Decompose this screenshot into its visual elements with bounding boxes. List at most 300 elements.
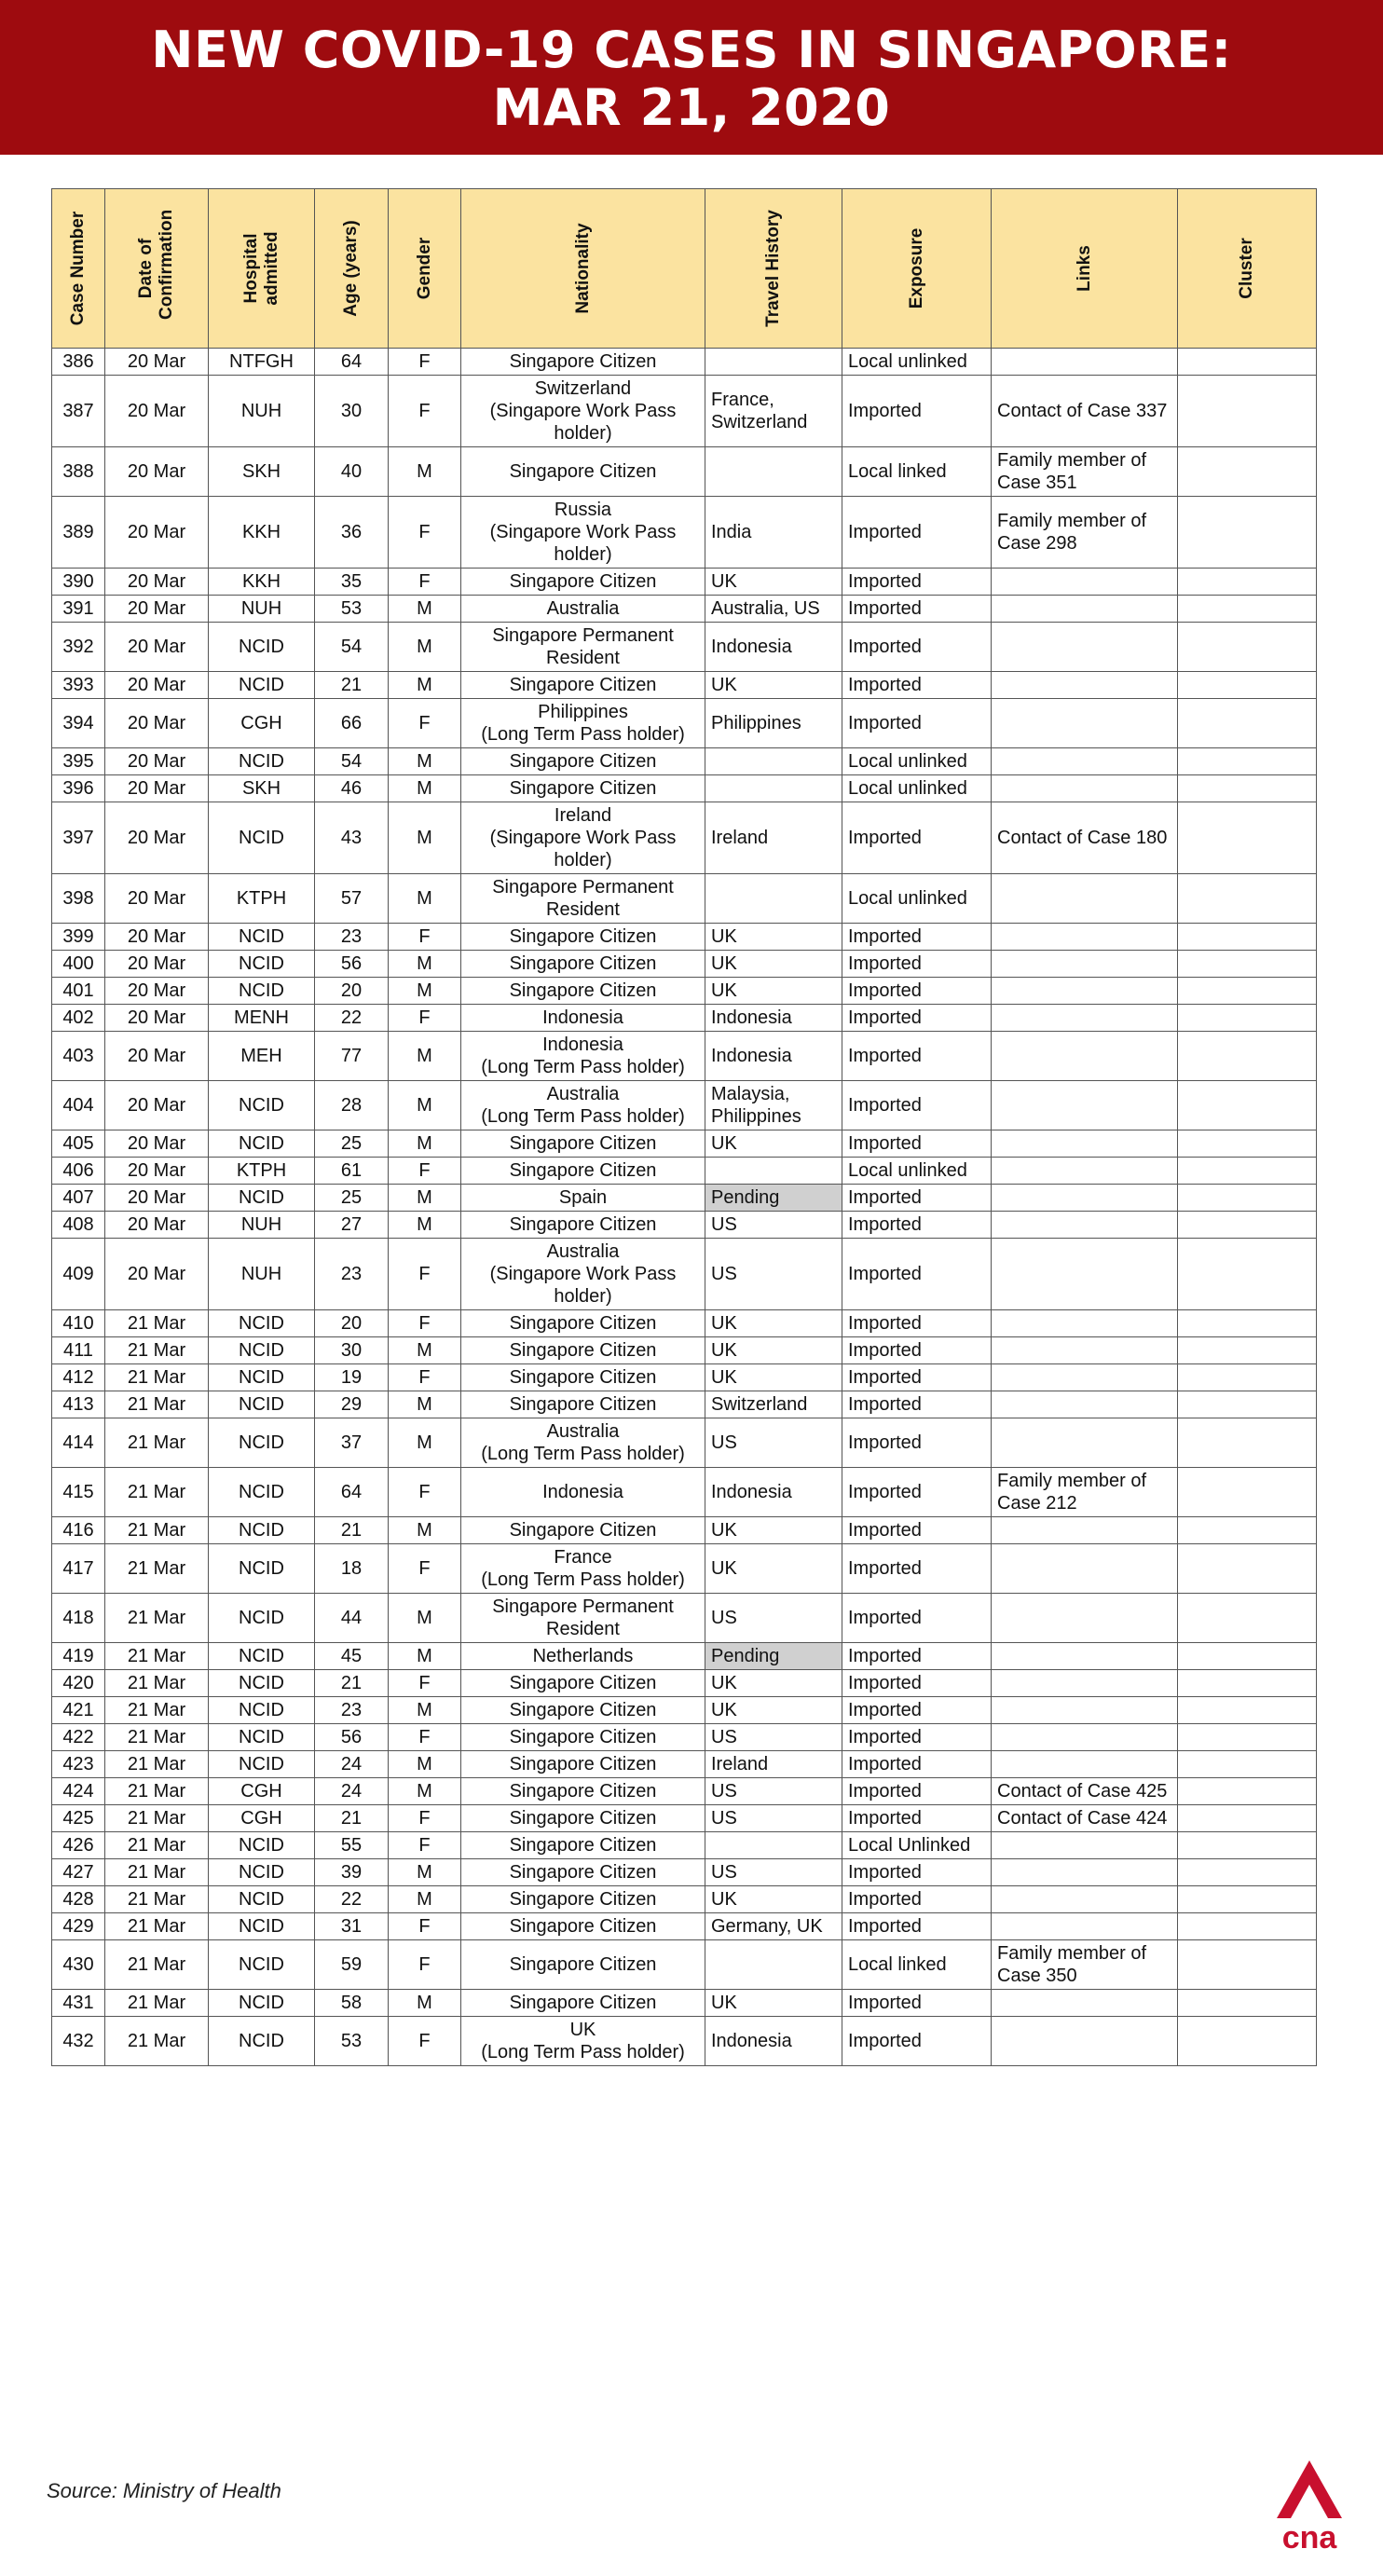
date-cell: 21 Mar [105,1859,209,1886]
travel-history-cell: UK [705,1544,842,1594]
cna-logo-mark [1277,2460,1342,2518]
travel-history-cell: Indonesia [705,1468,842,1517]
hospital-cell: NCID [209,802,315,874]
travel-history-cell [705,748,842,775]
links-cell [992,1544,1178,1594]
exposure-cell: Imported [842,1544,992,1594]
exposure-cell: Imported [842,1778,992,1805]
nationality-cell: Australia [461,596,705,623]
age-cell: 22 [315,1886,389,1913]
table-row [52,1212,1317,1239]
case-number-cell: 402 [52,1005,105,1032]
date-cell: 20 Mar [105,497,209,569]
nationality-cell: Singapore Citizen [461,951,705,978]
case-number-cell: 432 [52,2017,105,2066]
cluster-cell [1178,349,1317,376]
date-cell: 21 Mar [105,1940,209,1990]
links-cell [992,978,1178,1005]
age-cell: 29 [315,1391,389,1418]
age-cell: 66 [315,699,389,748]
gender-cell: M [389,874,461,924]
header-travel-history: Travel History [705,189,842,349]
gender-cell: F [389,497,461,569]
gender-cell: M [389,1212,461,1239]
nationality-cell: Russia (Singapore Work Pass holder) [461,497,705,569]
exposure-cell: Imported [842,1032,992,1081]
age-cell: 19 [315,1364,389,1391]
table-row [52,1544,1317,1594]
nationality-cell: Singapore Citizen [461,1697,705,1724]
hospital-cell: NCID [209,1594,315,1643]
travel-history-cell: UK [705,951,842,978]
hospital-cell: NCID [209,1364,315,1391]
travel-history-cell: US [705,1778,842,1805]
age-cell: 31 [315,1913,389,1940]
exposure-cell: Local linked [842,1940,992,1990]
nationality-cell: Singapore Citizen [461,1517,705,1544]
gender-cell: M [389,748,461,775]
nationality-cell: Singapore Citizen [461,672,705,699]
links-cell [992,1724,1178,1751]
gender-cell: F [389,1158,461,1185]
date-cell: 20 Mar [105,596,209,623]
nationality-cell: Singapore Citizen [461,1670,705,1697]
date-cell: 21 Mar [105,1697,209,1724]
gender-cell: F [389,376,461,447]
table-row [52,1158,1317,1185]
date-cell: 20 Mar [105,775,209,802]
case-number-cell: 392 [52,623,105,672]
travel-history-cell: UK [705,924,842,951]
nationality-cell: Australia (Singapore Work Pass holder) [461,1239,705,1310]
travel-history-cell: US [705,1724,842,1751]
links-cell [992,349,1178,376]
hospital-cell: NCID [209,1859,315,1886]
nationality-cell: Ireland (Singapore Work Pass holder) [461,802,705,874]
nationality-cell: Singapore Citizen [461,1778,705,1805]
age-cell: 27 [315,1212,389,1239]
age-cell: 30 [315,376,389,447]
gender-cell: F [389,1239,461,1310]
date-cell: 21 Mar [105,1643,209,1670]
cluster-cell [1178,699,1317,748]
age-cell: 44 [315,1594,389,1643]
links-cell [992,672,1178,699]
hospital-cell: NUH [209,1212,315,1239]
links-cell: Family member of Case 350 [992,1940,1178,1990]
travel-history-cell: US [705,1239,842,1310]
hospital-cell: NUH [209,1239,315,1310]
links-cell [992,1832,1178,1859]
gender-cell: M [389,1081,461,1130]
age-cell: 23 [315,1697,389,1724]
exposure-cell: Imported [842,1859,992,1886]
exposure-cell: Local unlinked [842,1158,992,1185]
hospital-cell: NCID [209,1832,315,1859]
hospital-cell: NCID [209,1913,315,1940]
hospital-cell: NCID [209,1724,315,1751]
hospital-cell: NCID [209,1391,315,1418]
case-number-cell: 407 [52,1185,105,1212]
links-cell [992,748,1178,775]
exposure-cell: Imported [842,376,992,447]
hospital-cell: NTFGH [209,349,315,376]
date-cell: 20 Mar [105,447,209,497]
date-cell: 21 Mar [105,1517,209,1544]
cluster-cell [1178,1859,1317,1886]
cluster-cell [1178,951,1317,978]
links-cell: Contact of Case 425 [992,1778,1178,1805]
exposure-cell: Imported [842,1337,992,1364]
travel-history-cell: Ireland [705,802,842,874]
gender-cell: F [389,1832,461,1859]
exposure-cell: Imported [842,1391,992,1418]
hospital-cell: KTPH [209,1158,315,1185]
travel-history-cell: Malaysia, Philippines [705,1081,842,1130]
table-row [52,1643,1317,1670]
age-cell: 54 [315,623,389,672]
travel-history-cell: UK [705,1670,842,1697]
age-cell: 57 [315,874,389,924]
case-number-cell: 395 [52,748,105,775]
links-cell [992,1158,1178,1185]
date-cell: 20 Mar [105,1130,209,1158]
cluster-cell [1178,623,1317,672]
exposure-cell: Imported [842,1005,992,1032]
travel-history-cell: UK [705,672,842,699]
table-row [52,1594,1317,1643]
exposure-cell: Imported [842,1724,992,1751]
case-number-cell: 401 [52,978,105,1005]
age-cell: 22 [315,1005,389,1032]
hospital-cell: NCID [209,1643,315,1670]
date-cell: 20 Mar [105,1081,209,1130]
cluster-cell [1178,802,1317,874]
age-cell: 53 [315,596,389,623]
date-cell: 21 Mar [105,1751,209,1778]
table-row [52,978,1317,1005]
travel-history-cell: Indonesia [705,1005,842,1032]
links-cell [992,1697,1178,1724]
date-cell: 21 Mar [105,1990,209,2017]
gender-cell: F [389,2017,461,2066]
exposure-cell: Imported [842,1239,992,1310]
header-gender: Gender [389,189,461,349]
case-number-cell: 420 [52,1670,105,1697]
table-row [52,447,1317,497]
exposure-cell: Imported [842,1418,992,1468]
exposure-cell: Imported [842,1130,992,1158]
age-cell: 58 [315,1990,389,2017]
hospital-cell: SKH [209,775,315,802]
cluster-cell [1178,1724,1317,1751]
table-row [52,1239,1317,1310]
travel-history-cell [705,874,842,924]
travel-history-cell: UK [705,1697,842,1724]
table-row [52,951,1317,978]
links-cell [992,1310,1178,1337]
case-number-cell: 409 [52,1239,105,1310]
exposure-cell: Local linked [842,447,992,497]
title-banner [0,0,1383,155]
cluster-cell [1178,1778,1317,1805]
hospital-cell: NCID [209,1337,315,1364]
gender-cell: M [389,1517,461,1544]
header-links: Links [992,189,1178,349]
gender-cell: F [389,1913,461,1940]
hospital-cell: NCID [209,748,315,775]
case-number-cell: 387 [52,376,105,447]
cluster-cell [1178,596,1317,623]
links-cell: Contact of Case 180 [992,802,1178,874]
exposure-cell: Imported [842,1670,992,1697]
source-credit: Source: Ministry of Health [47,2479,281,2502]
links-cell [992,1886,1178,1913]
date-cell: 20 Mar [105,874,209,924]
gender-cell: M [389,1130,461,1158]
travel-history-cell: Philippines [705,699,842,748]
exposure-cell: Local unlinked [842,775,992,802]
exposure-cell: Imported [842,1517,992,1544]
table-body [52,349,1317,2066]
hospital-cell: NCID [209,978,315,1005]
nationality-cell: Singapore Citizen [461,775,705,802]
case-number-cell: 397 [52,802,105,874]
case-number-cell: 427 [52,1859,105,1886]
date-cell: 20 Mar [105,1239,209,1310]
table-row [52,1081,1317,1130]
table-row [52,1697,1317,1724]
hospital-cell: NCID [209,1130,315,1158]
hospital-cell: KKH [209,497,315,569]
table-row [52,1859,1317,1886]
date-cell: 20 Mar [105,748,209,775]
travel-history-cell: US [705,1805,842,1832]
nationality-cell: Singapore Citizen [461,748,705,775]
case-number-cell: 399 [52,924,105,951]
date-cell: 20 Mar [105,978,209,1005]
table-row [52,1364,1317,1391]
gender-cell: F [389,569,461,596]
gender-cell: F [389,1310,461,1337]
exposure-cell: Imported [842,569,992,596]
age-cell: 40 [315,447,389,497]
hospital-cell: NCID [209,951,315,978]
age-cell: 21 [315,672,389,699]
exposure-cell: Imported [842,1886,992,1913]
hospital-cell: NCID [209,1940,315,1990]
table-row [52,349,1317,376]
cluster-cell [1178,1310,1317,1337]
links-cell [992,1643,1178,1670]
header-hospital: Hospital admitted [209,189,315,349]
table-row [52,748,1317,775]
nationality-cell: Singapore Citizen [461,1337,705,1364]
age-cell: 45 [315,1643,389,1670]
hospital-cell: NCID [209,2017,315,2066]
nationality-cell: Singapore Permanent Resident [461,874,705,924]
links-cell: Family member of Case 351 [992,447,1178,497]
hospital-cell: NCID [209,1517,315,1544]
exposure-cell: Imported [842,1913,992,1940]
cluster-cell [1178,1697,1317,1724]
exposure-cell: Imported [842,1805,992,1832]
gender-cell: F [389,1940,461,1990]
travel-history-cell: UK [705,978,842,1005]
cluster-cell [1178,775,1317,802]
travel-history-cell: US [705,1859,842,1886]
gender-cell: M [389,1751,461,1778]
links-cell [992,775,1178,802]
case-number-cell: 418 [52,1594,105,1643]
age-cell: 18 [315,1544,389,1594]
gender-cell: M [389,1697,461,1724]
cluster-cell [1178,1468,1317,1517]
cluster-cell [1178,1940,1317,1990]
nationality-cell: Indonesia [461,1005,705,1032]
gender-cell: F [389,1468,461,1517]
date-cell: 20 Mar [105,699,209,748]
links-cell [992,1418,1178,1468]
age-cell: 61 [315,1158,389,1185]
table-row [52,1670,1317,1697]
age-cell: 30 [315,1337,389,1364]
gender-cell: F [389,699,461,748]
exposure-cell: Imported [842,623,992,672]
links-cell [992,1391,1178,1418]
travel-history-cell: Indonesia [705,623,842,672]
date-cell: 20 Mar [105,951,209,978]
exposure-cell: Imported [842,1468,992,1517]
case-number-cell: 428 [52,1886,105,1913]
travel-history-cell: UK [705,1130,842,1158]
table-row [52,1468,1317,1517]
exposure-cell: Imported [842,1364,992,1391]
date-cell: 21 Mar [105,1832,209,1859]
links-cell [992,1751,1178,1778]
table-row [52,2017,1317,2066]
exposure-cell: Local unlinked [842,349,992,376]
travel-history-cell: Australia, US [705,596,842,623]
age-cell: 21 [315,1670,389,1697]
exposure-cell: Imported [842,1990,992,2017]
links-cell [992,1337,1178,1364]
exposure-cell: Local Unlinked [842,1832,992,1859]
gender-cell: M [389,1859,461,1886]
travel-history-cell [705,1158,842,1185]
nationality-cell: Singapore Citizen [461,1158,705,1185]
nationality-cell: Singapore Citizen [461,1724,705,1751]
nationality-cell: Indonesia [461,1468,705,1517]
links-cell [992,596,1178,623]
age-cell: 24 [315,1778,389,1805]
table-row [52,1418,1317,1468]
case-number-cell: 398 [52,874,105,924]
exposure-cell: Imported [842,672,992,699]
exposure-cell: Imported [842,1697,992,1724]
cluster-cell [1178,1130,1317,1158]
cluster-cell [1178,1805,1317,1832]
gender-cell: M [389,1418,461,1468]
links-cell [992,1081,1178,1130]
nationality-cell: Australia (Long Term Pass holder) [461,1418,705,1468]
links-cell: Contact of Case 424 [992,1805,1178,1832]
cluster-cell [1178,748,1317,775]
cluster-cell [1178,1364,1317,1391]
links-cell [992,1032,1178,1081]
case-number-cell: 393 [52,672,105,699]
links-cell: Family member of Case 212 [992,1468,1178,1517]
table-row [52,1913,1317,1940]
cluster-cell [1178,1158,1317,1185]
table-row [52,1778,1317,1805]
exposure-cell: Imported [842,497,992,569]
travel-history-cell: Switzerland [705,1391,842,1418]
nationality-cell: Singapore Citizen [461,1805,705,1832]
date-cell: 20 Mar [105,1032,209,1081]
cluster-cell [1178,672,1317,699]
gender-cell: F [389,1544,461,1594]
hospital-cell: SKH [209,447,315,497]
cluster-cell [1178,1832,1317,1859]
gender-cell: M [389,802,461,874]
table-row [52,596,1317,623]
header-cluster: Cluster [1178,189,1317,349]
gender-cell: M [389,672,461,699]
hospital-cell: NCID [209,1418,315,1468]
travel-history-cell: UK [705,1337,842,1364]
header-exposure: Exposure [842,189,992,349]
gender-cell: M [389,623,461,672]
travel-history-cell: UK [705,1517,842,1544]
table-row [52,874,1317,924]
cluster-cell [1178,1418,1317,1468]
table-row [52,1517,1317,1544]
hospital-cell: NCID [209,623,315,672]
gender-cell: M [389,1778,461,1805]
nationality-cell: Spain [461,1185,705,1212]
hospital-cell: NCID [209,1990,315,2017]
cluster-cell [1178,1643,1317,1670]
nationality-cell: Singapore Citizen [461,1212,705,1239]
age-cell: 23 [315,924,389,951]
hospital-cell: NCID [209,924,315,951]
case-number-cell: 388 [52,447,105,497]
links-cell [992,699,1178,748]
cluster-cell [1178,2017,1317,2066]
travel-history-cell: Pending [705,1185,842,1212]
hospital-cell: NCID [209,1185,315,1212]
cluster-cell [1178,1185,1317,1212]
age-cell: 36 [315,497,389,569]
gender-cell: M [389,978,461,1005]
table-row [52,1832,1317,1859]
exposure-cell: Imported [842,1594,992,1643]
date-cell: 20 Mar [105,1212,209,1239]
hospital-cell: MEH [209,1032,315,1081]
case-number-cell: 410 [52,1310,105,1337]
age-cell: 35 [315,569,389,596]
age-cell: 64 [315,1468,389,1517]
hospital-cell: NCID [209,1670,315,1697]
date-cell: 21 Mar [105,1310,209,1337]
gender-cell: M [389,1643,461,1670]
nationality-cell: Singapore Citizen [461,924,705,951]
cluster-cell [1178,497,1317,569]
gender-cell: M [389,1594,461,1643]
table-row [52,699,1317,748]
case-number-cell: 423 [52,1751,105,1778]
